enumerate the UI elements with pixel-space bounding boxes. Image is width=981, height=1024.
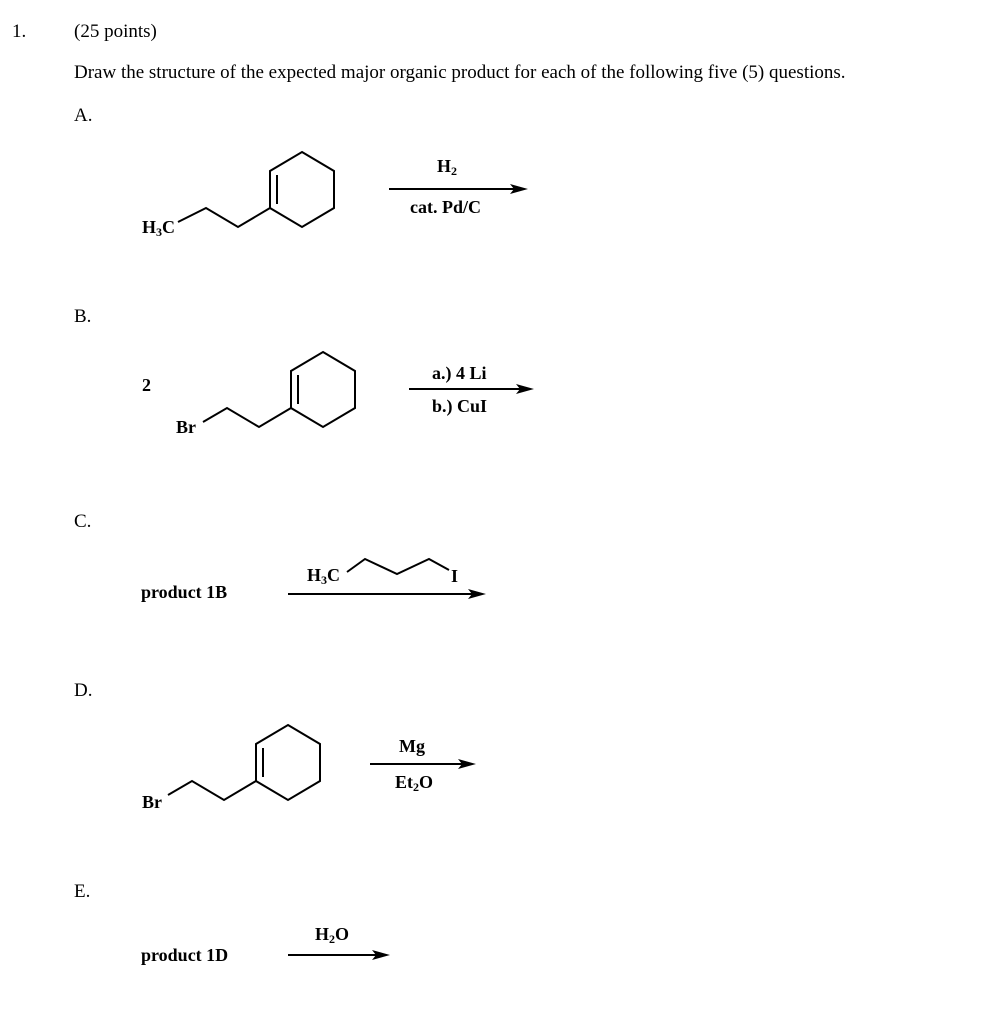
part-b-reagent-top: a.) 4 Li <box>432 363 487 383</box>
part-a-substituent: $H_3C$ <box>142 217 176 239</box>
question-number: 1. <box>12 21 27 42</box>
part-a-reagent-bottom: cat. Pd/C <box>410 197 481 217</box>
part-d-reagent-bottom: $Et_2O$ <box>395 772 434 794</box>
part-c-reagent-iodine: I <box>451 566 459 586</box>
part-c-reagent-substituent: $H_3C$ <box>307 565 341 587</box>
arrow-b <box>409 384 534 394</box>
part-d-substituent: Br <box>142 792 162 812</box>
points-label: (25 points) <box>74 21 157 42</box>
arrow-e <box>288 950 390 960</box>
cyclohexene-ring-d <box>256 725 320 800</box>
part-b-substituent: Br <box>176 417 196 437</box>
part-e-starting-material: product 1D <box>141 945 229 965</box>
part-c-starting-material: product 1B <box>141 582 228 602</box>
arrow-d <box>370 759 476 769</box>
arrow-c <box>288 589 486 599</box>
side-chain-a <box>178 208 270 227</box>
molecule-b <box>203 352 355 427</box>
part-c-label: C. <box>74 511 92 532</box>
side-chain-d <box>168 781 256 800</box>
part-b-reagent-bottom: b.) CuI <box>432 396 488 416</box>
reagent-chain-c <box>347 559 449 574</box>
cyclohexene-ring-b <box>291 352 355 427</box>
molecule-d <box>168 725 320 800</box>
part-e-reagent: $H_2O$ <box>315 924 350 946</box>
molecule-a <box>178 152 334 227</box>
part-e-label: E. <box>74 881 91 902</box>
part-a-reagent-top: $H_2$ <box>437 156 458 178</box>
part-b-coefficient: 2 <box>142 375 151 395</box>
part-d-label: D. <box>74 680 93 701</box>
part-b-label: B. <box>74 306 92 327</box>
arrow-a <box>389 184 528 194</box>
side-chain-b <box>203 408 291 427</box>
part-d-reagent-top: Mg <box>399 736 425 756</box>
instructions-text: Draw the structure of the expected major organic product for each of the following five (5) questions. <box>74 62 846 83</box>
cyclohexene-ring-a <box>270 152 334 227</box>
part-a-label: A. <box>74 105 93 126</box>
